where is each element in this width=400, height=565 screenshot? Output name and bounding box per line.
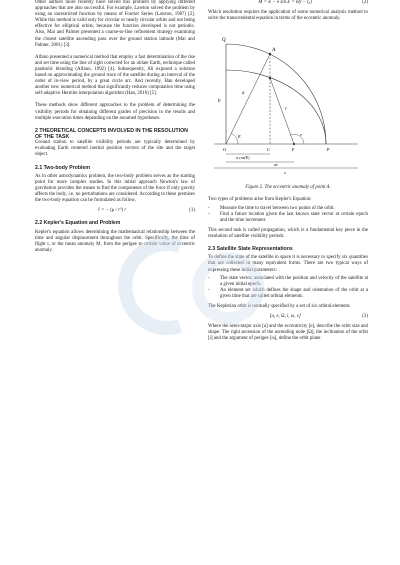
- label-A: A: [272, 48, 276, 54]
- section-heading-2: 2 THEORETICAL CONCEPTS INVOLVED IN THE RESOLUTION OF THE TASK: [35, 127, 188, 140]
- radius-a-line: [226, 54, 270, 144]
- paragraph-kepler: Kepler's equation allows determining the mathematical relationship between the time and angular displacement throughout the orbit. Specifically, the time of flight t, or the mean anomaly M, from the perigee to certain value of eccentric anomaly.: [35, 229, 195, 253]
- paragraph-kepler-problems: Two types of problems arise from Kepler's Equation:: [208, 197, 312, 203]
- problem-list: [208, 206, 368, 224]
- list-bullet: -: [208, 287, 210, 293]
- point-A: [269, 77, 271, 79]
- paragraph-orbital-elements: Where the semi-major axis [a] and the eccentricity [e], describe the orbit size and shape. The right ascension of the ascending node [Ω], the inclination of the orbit [i] and the argument of perigee [ω], define the orbit plane: [208, 324, 368, 342]
- equation-3: [208, 314, 368, 320]
- orbit-ellipse-arc: [226, 70, 326, 144]
- paragraph-propagation: This second task is called propagation, which is a fundamental key piece in the resolution of satellite visibility periods: [208, 227, 368, 239]
- paragraph-intro-methods: Other authors more recently have solved this problem by applying different approaches that are also successful. For example, Lawton solved the problem by using an unrestricted function by means of Fourier Series (Lawton, 1987) [2]. While this method is valid only for circular or nearly circular orbits and not being effective for elliptical orbits, because the function developed is not periodic. Also, Mai and Palmer presented a coarse-to-fine refinement strategy examining the closest satellite ascending pass over the ground station latitude (Mai and Palmer, 2001) [3].: [35, 0, 195, 48]
- equation-3-number: (3): [362, 314, 368, 320]
- focus-point: [293, 143, 295, 145]
- watermark-arc: [125, 244, 180, 328]
- label-F: F: [292, 147, 295, 153]
- equation-1-number: (1): [189, 208, 195, 214]
- angle-E-arc: [231, 133, 238, 144]
- figure-caption: Figure 2. The eccentric anomaly of point A.: [245, 185, 331, 191]
- label-C: C: [267, 147, 271, 153]
- equation-2-number: (2): [362, 0, 368, 5]
- paragraph-alfano: Alfano presented a numerical method that employ a fast determination of the rise and set time using the line of sight corrected for an oblate Earth, technique called parabolic blending (Alfano, 1992) [4]. Subsequently, Ali exposed a solution based on approximating the ground trace of the satellite during an interval of the order of in-view period, by a great circle arc. And recently, Han developed another new numerical method that significantly reduces computation time using self-adaptive Hermite interpolation algorithm (Han, 2016) [5].: [35, 54, 195, 97]
- paragraph-methods-summary: These methods show different approaches to the problem of determining the visibility periods for obtaining different grades of precision in the results and multiple execution times depending on the assumed hypotheses.: [35, 103, 195, 121]
- paragraph-numerical-resolution: Which resolution requires the application of some numerical analysis method to solve the transcendental equation in terms of the eccentric anomaly.: [208, 10, 368, 22]
- list-item-text: Measure the time to travel between two points of the orbit.: [220, 205, 335, 211]
- list-item: [208, 288, 368, 300]
- list-bullet: -: [208, 205, 210, 211]
- equation-2-body: M = E − e sin E = n(t − t₀): [258, 0, 312, 5]
- right-column: [208, 0, 368, 342]
- left-column: [35, 0, 195, 254]
- list-bullet: -: [208, 275, 210, 281]
- list-item-text: Find a future location given the last known state vector at certain epoch and the time increment.: [220, 211, 368, 223]
- label-acosE: a cos(E): [236, 155, 250, 161]
- paragraph-ground-station: Ground station to satellite visibility periods are typically determined by evaluating Earth centered inertial position vectors of the site and the target object.: [35, 140, 195, 158]
- label-ae: ae: [274, 162, 278, 168]
- subsection-heading-2-1: 2.1 Two-body Problem: [35, 164, 90, 171]
- label-b: b: [218, 99, 221, 105]
- representation-list: [208, 276, 368, 300]
- eccentric-anomaly-figure: [208, 22, 368, 182]
- equation-1-body: r̈ = − (μ / r³) r: [98, 208, 127, 214]
- label-r: r: [285, 107, 287, 113]
- label-x: x: [284, 170, 286, 176]
- equation-3-body: [a, e, Ω, i, ω, ν]: [269, 314, 301, 320]
- label-nu: ν: [300, 132, 303, 138]
- list-item-text: An element set which defines the shape and orientation of the orbit at a given time that are called orbital elements.: [220, 287, 368, 299]
- list-item: [208, 276, 368, 288]
- radius-r-line: [270, 78, 294, 144]
- label-P: P: [327, 147, 330, 153]
- list-item-text: The state vector, associated with the position and velocity of the satellite at a given initial epoch.: [220, 275, 368, 287]
- list-bullet: -: [208, 211, 210, 217]
- list-item: [208, 212, 368, 224]
- subsection-heading-2-3: 2.3 Satellite State Representations: [208, 246, 293, 253]
- label-Q: Q: [222, 38, 226, 44]
- circle-point: [269, 53, 271, 55]
- label-O: O: [223, 147, 227, 153]
- label-a: a: [242, 91, 245, 97]
- equation-1: [35, 208, 195, 214]
- label-E: E: [238, 134, 241, 140]
- paragraph-state-definition: To define the state of the satellite in space it is necessary to specify six quantities that are collected in many equivalent forms. There are two typical ways of expressing these initial parameters:: [208, 255, 368, 273]
- equation-2: [208, 0, 368, 6]
- paragraph-two-body: As in other astrodynamics problem, the two-body problem serves as the starting point for more complex studies. In this initial approach Newton's law of gravitation provides the means to find the components of the force if only gravity affects the body, i.e. no perturbations are considered. According to these premises the two-body equation can be formulated as follow,: [35, 173, 195, 204]
- subsection-heading-2-2: 2.2 Kepler's Equation and Problem: [35, 220, 121, 227]
- paragraph-keplerian-orbit: The Keplerian orbit is normally specified by a set of six orbital elements: [208, 303, 350, 309]
